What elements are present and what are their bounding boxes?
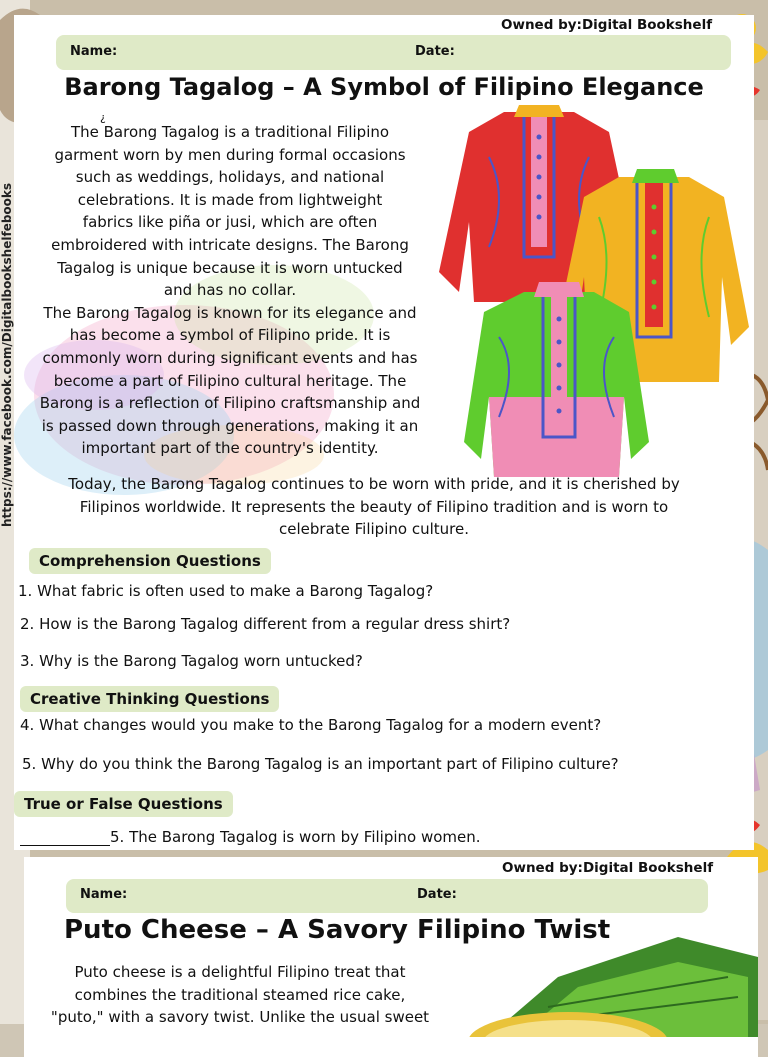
- date-label-2: Date:: [417, 887, 457, 902]
- name-date-bar-2: [66, 879, 708, 913]
- question-5: 5. Why do you think the Barong Tagalog is an important part of Filipino culture?: [22, 755, 619, 773]
- intro-paragraph: The Barong Tagalog is a traditional Filipino garment worn by men during formal occasions such as weddings, holidays, and national celebrations. It is made from lightweight fabrics like piña or jusi, which are often embroidered with intricate designs. The Barong Tagalog is unique because it is worn untucked and has no collar. The Barong Tagalog is known for its elegance and has become a symbol of Filipino pride. It is commonly worn during significant events and has become a part of Filipino cultural heritage. The Barong is a reflection of Filipino craftsmanship and is passed down through generations, making it an important part of the country's identity.: [39, 123, 421, 458]
- owner-label-2: Owned by:Digital Bookshelf: [502, 860, 714, 876]
- true-false-section-heading: True or False Questions: [14, 791, 233, 817]
- stray-mark: ¿: [100, 111, 106, 124]
- comprehension-section-heading: Comprehension Questions: [29, 548, 271, 574]
- creative-section-heading: Creative Thinking Questions: [20, 686, 279, 712]
- name-label: Name:: [70, 44, 118, 59]
- puto-intro-paragraph: Puto cheese is a delightful Filipino treat that combines the traditional steamed rice cake, "puto," with a savory twist. Unlike the usual sweet: [50, 963, 430, 1027]
- question-2: 2. How is the Barong Tagalog different from a regular dress shirt?: [20, 615, 511, 633]
- page-title-2: Puto Cheese – A Savory Filipino Twist: [64, 915, 611, 945]
- date-label: Date:: [415, 44, 455, 59]
- page-title: Barong Tagalog – A Symbol of Filipino Elegance: [64, 73, 704, 101]
- name-label-2: Name:: [80, 887, 128, 902]
- puto-banana-leaf-illustration: [428, 917, 758, 1037]
- green-pink-barong-shirt: [464, 282, 649, 477]
- worksheet-page-1: [14, 15, 754, 850]
- barong-shirts-illustration: [439, 97, 749, 477]
- side-url-text: https://www.facebook.com/Digitalbookshelfebooks: [0, 182, 14, 528]
- question-1: 1. What fabric is often used to make a Barong Tagalog?: [18, 582, 434, 600]
- owner-label: Owned by:Digital Bookshelf: [501, 17, 713, 33]
- worksheet-page-2: [24, 857, 758, 1057]
- true-false-item: 5. The Barong Tagalog is worn by Filipino women.: [110, 828, 481, 846]
- answer-blank[interactable]: [20, 845, 110, 846]
- name-date-bar: [56, 35, 731, 70]
- closing-paragraph: Today, the Barong Tagalog continues to be worn with pride, and it is cherished by Filipinos worldwide. It represents the beauty of Filipino tradition and is worn to celebrate Filipino culture.: [68, 475, 680, 539]
- question-4: 4. What changes would you make to the Barong Tagalog for a modern event?: [20, 716, 602, 734]
- question-3: 3. Why is the Barong Tagalog worn untucked?: [20, 652, 363, 670]
